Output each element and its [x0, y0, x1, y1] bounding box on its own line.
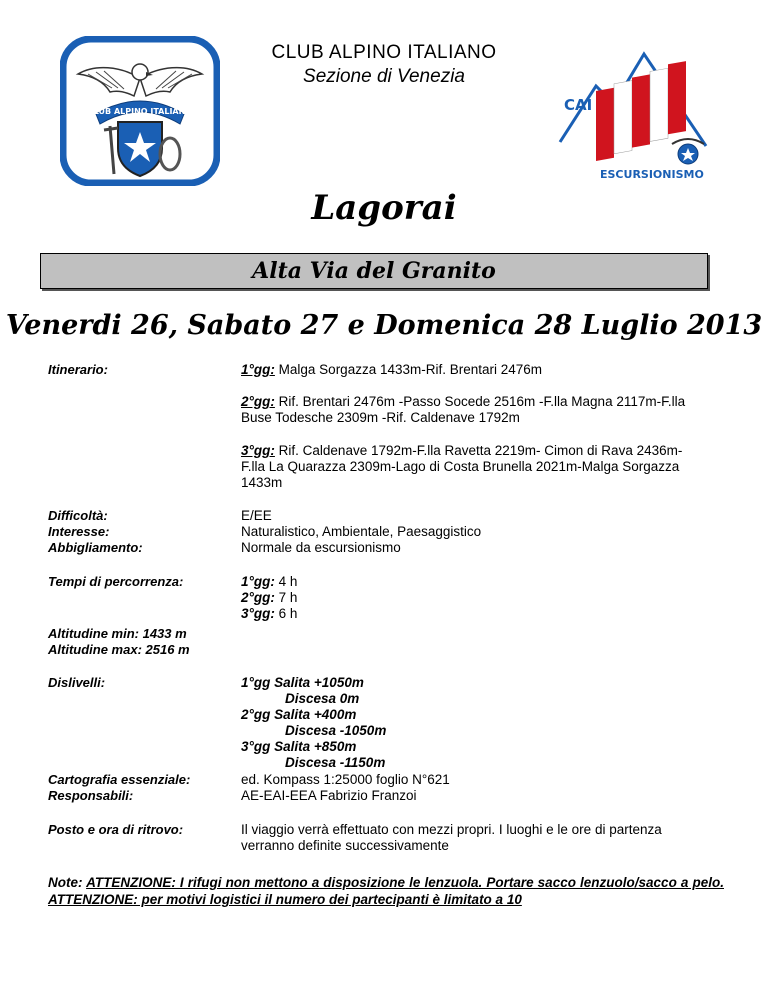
tempi-day-3: [241, 606, 701, 622]
cartografia-value: ed. Kompass 1:25000 foglio N°621: [241, 772, 450, 787]
itinerary-day-1-text: Malga Sorgazza 1433m-Rif. Brentari 2476m: [274, 362, 543, 377]
tempi-day-1-value: 4 h: [274, 574, 298, 589]
difficolta-value: E/EE: [241, 508, 272, 523]
subtitle: Alta Via del Granito: [252, 258, 496, 284]
tempi-day-2-label: 2°gg:: [241, 590, 275, 605]
ritrovo-value: Il viaggio verrà effettuato con mezzi propri. I luoghi e le ore di partenza verranno definite successivamente: [241, 822, 662, 853]
difficolta-label: Difficoltà:: [48, 508, 108, 523]
logo-text-esc: ESCURSIONISMO: [600, 168, 704, 181]
tempi-label: Tempi di percorrenza:: [48, 574, 184, 589]
itinerary-day-1-label: 1°gg:: [241, 362, 275, 377]
itinerary-day-2-label: 2°gg:: [241, 394, 275, 409]
cartografia-label: Cartografia essenziale:: [48, 772, 191, 787]
abbigliamento-label: Abbigliamento:: [48, 540, 143, 555]
escursionismo-logo: [556, 46, 708, 188]
logo-text-cai: CAI: [564, 96, 593, 114]
dislivelli-line-1: 1°gg Salita +1050m: [241, 675, 364, 690]
itinerary-day-2: [241, 394, 701, 426]
tempi-day-3-value: 6 h: [274, 606, 298, 621]
page-title: Lagorai: [311, 188, 457, 228]
dislivelli-label: Dislivelli:: [48, 675, 106, 690]
event-dates: Venerdi 26, Sabato 27 e Domenica 28 Luglio 2013: [5, 310, 763, 341]
dislivelli-line-2: Discesa 0m: [285, 691, 360, 706]
tempi-day-3-label: 3°gg:: [241, 606, 275, 621]
itinerary-day-1: [241, 362, 701, 378]
dislivelli-line-4: Discesa -1050m: [285, 723, 387, 738]
tempi-day-2-value: 7 h: [274, 590, 298, 605]
dislivelli-line-5: 3°gg Salita +850m: [241, 739, 357, 754]
notes: [48, 874, 724, 908]
notes-warning-2: ATTENZIONE: per motivi logistici il numero dei partecipanti è limitato a 10: [48, 892, 522, 907]
itinerary-day-2-text: Rif. Brentari 2476m -Passo Socede 2516m -F.lla Magna 2117m-F.lla Buse Todesche 2309m -Rif. Caldenave 1792m: [241, 394, 686, 425]
itinerary-day-3: [241, 443, 701, 491]
ritrovo-label: Posto e ora di ritrovo:: [48, 822, 184, 837]
itinerary-day-3-label: 3°gg:: [241, 443, 275, 458]
responsabili-label: Responsabili:: [48, 788, 134, 803]
tempi-day-1: [241, 574, 701, 590]
altitudine-min: Altitudine min: 1433 m: [48, 626, 187, 641]
notes-prefix: Note:: [48, 875, 87, 890]
svg-text:CLUB ALPINO ITALIANO: CLUB ALPINO ITALIANO: [87, 107, 193, 116]
subtitle-banner: [40, 253, 708, 289]
org-name: CLUB ALPINO ITALIANO: [271, 42, 497, 63]
tempi-day-2: [241, 590, 701, 606]
abbigliamento-value: Normale da escursionismo: [241, 540, 401, 555]
altitudine-max: Altitudine max: 2516 m: [48, 642, 190, 657]
responsabili-value: AE-EAI-EEA Fabrizio Franzoi: [241, 788, 417, 803]
dislivelli-line-3: 2°gg Salita +400m: [241, 707, 357, 722]
interesse-value: Naturalistico, Ambientale, Paesaggistico: [241, 524, 482, 539]
org-section: Sezione di Venezia: [303, 66, 465, 87]
dislivelli-line-6: Discesa -1150m: [285, 755, 386, 770]
tempi-day-1-label: 1°gg:: [241, 574, 275, 589]
itinerary-day-3-text: Rif. Caldenave 1792m-F.lla Ravetta 2219m- Cimon di Rava 2436m-F.lla La Quarazza 2309m-Lago di Costa Brunella 2021m-Malga Sorgazza 1433m: [241, 443, 683, 490]
notes-warning-1: ATTENZIONE: I rifugi non mettono a disposizione le lenzuola. Portare sacco lenzuolo/sacco a pelo.: [86, 875, 724, 890]
itinerary-label: Itinerario:: [48, 362, 108, 377]
interesse-label: Interesse:: [48, 524, 110, 539]
